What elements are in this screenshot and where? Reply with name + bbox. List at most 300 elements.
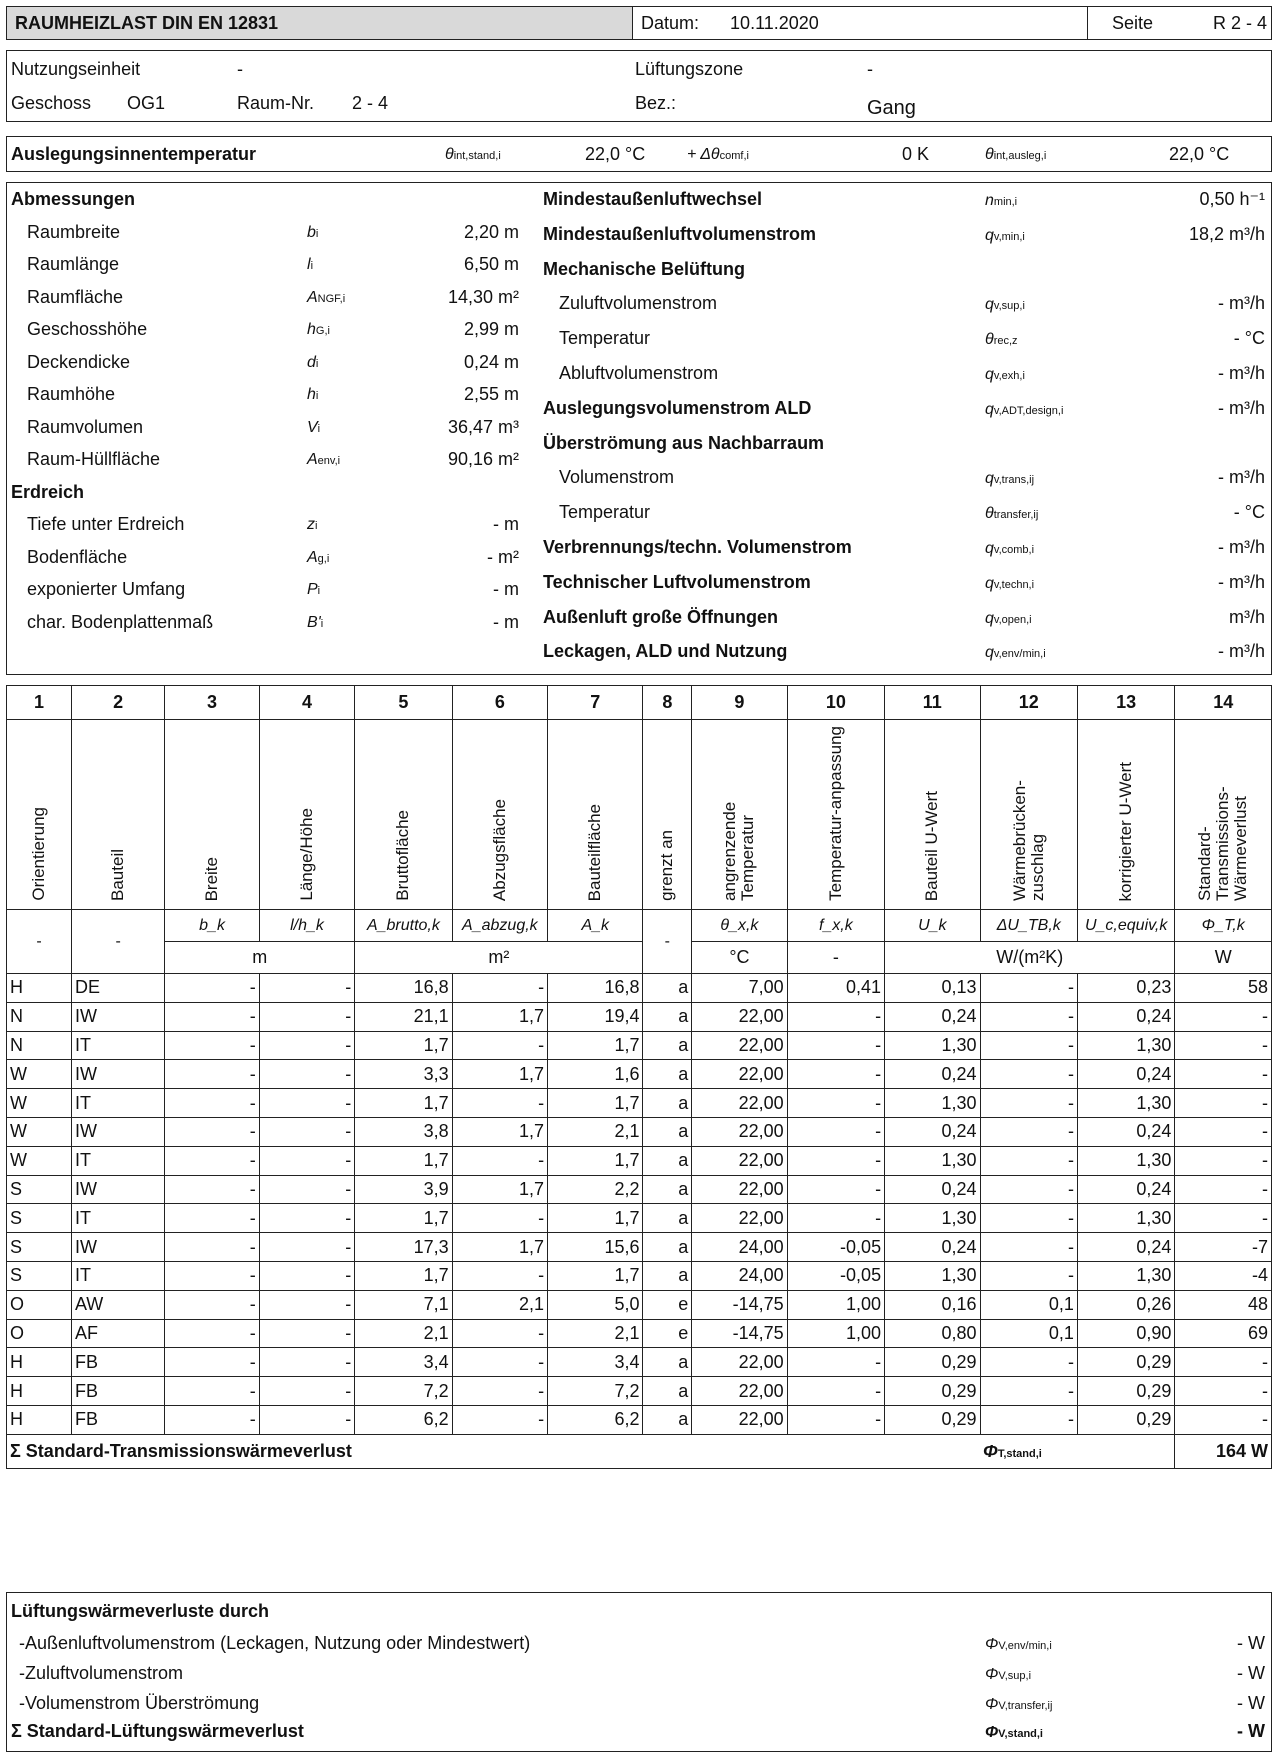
erdreich-label: char. Bodenplattenmaß bbox=[27, 611, 214, 632]
table-cell: 1,00 bbox=[787, 1319, 884, 1348]
table-cell: - bbox=[980, 1117, 1077, 1146]
column-header-text: Abzugsfläche bbox=[489, 798, 509, 901]
table-cell: H bbox=[7, 1405, 72, 1434]
table-cell: 1,7 bbox=[452, 1117, 547, 1146]
unit-row bbox=[7, 942, 1272, 974]
ventilation-symbol: nmin,i bbox=[985, 192, 1018, 209]
table-cell: -4 bbox=[1175, 1261, 1272, 1290]
table-cell: a bbox=[643, 1146, 692, 1175]
table-cell: - bbox=[980, 1060, 1077, 1089]
lueftungszone-value: - bbox=[867, 59, 873, 79]
ventilation-value: 0,50 h⁻¹ bbox=[1199, 189, 1265, 209]
temp-sym-2: + Δθcomf,i bbox=[687, 146, 749, 163]
table-row bbox=[7, 974, 1272, 1003]
table-cell: 7,2 bbox=[548, 1377, 643, 1406]
table-cell: a bbox=[643, 1348, 692, 1377]
table-cell: 0,24 bbox=[885, 1117, 980, 1146]
table-cell: 1,30 bbox=[1077, 1146, 1174, 1175]
table-cell: 1,7 bbox=[452, 1002, 547, 1031]
table-cell: 2,1 bbox=[548, 1117, 643, 1146]
table-cell: - bbox=[1175, 1031, 1272, 1060]
table-cell: a bbox=[643, 1060, 692, 1089]
column-number: 8 bbox=[643, 686, 692, 720]
table-cell: 22,00 bbox=[692, 1089, 787, 1118]
dim-label: Raumvolumen bbox=[27, 416, 144, 437]
table-cell: 0,29 bbox=[885, 1377, 980, 1406]
table-cell: - bbox=[452, 974, 547, 1003]
table-cell: e bbox=[643, 1319, 692, 1348]
table-cell: - bbox=[787, 1146, 884, 1175]
table-cell: IW bbox=[71, 1233, 164, 1262]
column-symbol: U_c,equiv,k bbox=[1077, 910, 1174, 942]
dim-symbol: hi bbox=[307, 386, 319, 403]
table-cell: 0,1 bbox=[980, 1319, 1077, 1348]
table-cell: S bbox=[7, 1233, 72, 1262]
table-cell: 1,7 bbox=[452, 1175, 547, 1204]
column-unit: W bbox=[1175, 942, 1272, 974]
erdreich-value: - m bbox=[493, 514, 519, 534]
dim-value: 2,20 m bbox=[463, 221, 519, 242]
column-unit: - bbox=[787, 942, 884, 974]
table-row bbox=[7, 1261, 1272, 1290]
table-cell: 1,7 bbox=[355, 1204, 452, 1233]
ventilation-label: Zuluftvolumenstrom bbox=[559, 293, 718, 314]
table-cell: 22,00 bbox=[692, 1117, 787, 1146]
column-header-text: Standard-Transmissions-Wärmeverlust bbox=[1195, 786, 1251, 901]
column-header-text: Bauteil bbox=[108, 849, 128, 901]
table-cell: H bbox=[7, 1348, 72, 1377]
table-cell: W bbox=[7, 1060, 72, 1089]
table-cell: a bbox=[643, 1377, 692, 1406]
table-cell: H bbox=[7, 974, 72, 1003]
table-cell: - bbox=[259, 1348, 354, 1377]
ventilation-label: Auslegungsvolumenstrom ALD bbox=[543, 397, 812, 418]
ventilation-symbol: θtransfer,ij bbox=[985, 505, 1039, 523]
raum-value: 2 - 4 bbox=[352, 93, 389, 113]
column-symbol: A_k bbox=[548, 910, 643, 942]
table-row bbox=[7, 1348, 1272, 1377]
table-cell: - bbox=[787, 1031, 884, 1060]
table-cell: - bbox=[1175, 1060, 1272, 1089]
table-cell: 1,7 bbox=[548, 1089, 643, 1118]
ventilation-value: - m³/h bbox=[1218, 397, 1265, 418]
table-cell: O bbox=[7, 1319, 72, 1348]
table-cell: - bbox=[787, 1002, 884, 1031]
table-cell: 0,24 bbox=[1077, 1117, 1174, 1146]
table-cell: IT bbox=[71, 1031, 164, 1060]
table-cell: IW bbox=[71, 1175, 164, 1204]
table-cell: - bbox=[1175, 1002, 1272, 1031]
column-header bbox=[787, 720, 884, 910]
dim-label: Raumfläche bbox=[27, 286, 124, 307]
ventilation-loss-symbol: ΦV,sup,i bbox=[985, 1666, 1032, 1683]
table-cell: - bbox=[787, 1405, 884, 1434]
header-bar bbox=[6, 6, 1272, 40]
table-cell: IW bbox=[71, 1117, 164, 1146]
table-cell: - bbox=[787, 1204, 884, 1233]
table-cell: a bbox=[643, 1405, 692, 1434]
table-cell: - bbox=[259, 1290, 354, 1319]
table-cell: - bbox=[452, 1405, 547, 1434]
temperature-block bbox=[6, 136, 1272, 172]
ventilation-label: Temperatur bbox=[559, 328, 651, 349]
table-cell: - bbox=[259, 1031, 354, 1060]
table-cell: - bbox=[787, 1175, 884, 1204]
dim-label: Geschosshöhe bbox=[27, 319, 148, 339]
table-cell: 22,00 bbox=[692, 1405, 787, 1434]
column-symbol: - bbox=[7, 910, 72, 974]
table-cell: - bbox=[787, 1060, 884, 1089]
ventilation-symbol: qv,exh,i bbox=[985, 366, 1025, 383]
table-cell: - bbox=[1175, 1089, 1272, 1118]
ventilation-value: - m³/h bbox=[1218, 537, 1265, 557]
table-cell: a bbox=[643, 1117, 692, 1146]
column-symbol: l/h_k bbox=[259, 910, 354, 942]
column-symbol: U_k bbox=[885, 910, 980, 942]
column-number: 7 bbox=[548, 686, 643, 720]
table-cell: - bbox=[165, 1002, 259, 1031]
table-cell: 1,30 bbox=[1077, 1031, 1174, 1060]
column-unit: m² bbox=[355, 942, 643, 974]
table-cell: 1,7 bbox=[355, 1031, 452, 1060]
table-cell: 1,30 bbox=[885, 1089, 980, 1118]
ventilation-value: m³/h bbox=[1229, 606, 1265, 627]
column-symbol: Φ_T,k bbox=[1175, 910, 1272, 942]
column-header-text: Bauteilfläche bbox=[585, 803, 605, 901]
bez-value: Gang bbox=[867, 97, 916, 119]
dim-value: 0,24 m bbox=[463, 351, 519, 372]
table-cell: - bbox=[980, 1146, 1077, 1175]
table-cell: 1,7 bbox=[548, 1204, 643, 1233]
temp-val-1: 22,0 °C bbox=[585, 144, 646, 164]
dim-symbol: di bbox=[307, 353, 319, 371]
table-cell: IW bbox=[71, 1002, 164, 1031]
table-cell: - bbox=[1175, 1377, 1272, 1406]
erdreich-symbol: Pi bbox=[307, 581, 321, 598]
table-cell: 0,24 bbox=[1077, 1002, 1174, 1031]
bez-label: Bez.: bbox=[635, 93, 677, 113]
table-cell: - bbox=[1175, 1405, 1272, 1434]
table-cell: 21,1 bbox=[355, 1002, 452, 1031]
table-cell: 0,24 bbox=[885, 1060, 980, 1089]
dim-value: 2,55 m bbox=[463, 384, 519, 404]
table-cell: 1,30 bbox=[885, 1261, 980, 1290]
table-cell: - bbox=[259, 1175, 354, 1204]
erdreich-value: - m² bbox=[487, 546, 519, 567]
table-cell: 1,7 bbox=[548, 1261, 643, 1290]
column-header-text: grenzt an bbox=[657, 830, 677, 901]
table-cell: 1,30 bbox=[885, 1031, 980, 1060]
ventilation-symbol: qv,sup,i bbox=[985, 296, 1025, 314]
table-cell: - bbox=[259, 1002, 354, 1031]
table-cell: 1,00 bbox=[787, 1290, 884, 1319]
transmission-sum-row bbox=[7, 1434, 1272, 1468]
table-cell: e bbox=[643, 1290, 692, 1319]
table-cell: - bbox=[165, 1233, 259, 1262]
dim-value: 90,16 m² bbox=[447, 449, 519, 469]
table-cell: S bbox=[7, 1175, 72, 1204]
erdreich-symbol: Ag,i bbox=[307, 548, 330, 566]
ventilation-value: - m³/h bbox=[1218, 641, 1265, 662]
table-cell: 3,4 bbox=[355, 1348, 452, 1377]
column-header bbox=[692, 720, 787, 910]
table-cell: - bbox=[787, 1377, 884, 1406]
table-cell: O bbox=[7, 1290, 72, 1319]
table-cell: - bbox=[165, 1175, 259, 1204]
ventilation-label: Abluftvolumenstrom bbox=[559, 363, 719, 383]
table-row bbox=[7, 1117, 1272, 1146]
ventilation-loss-label: -Zuluftvolumenstrom bbox=[19, 1663, 184, 1683]
column-header-text: Orientierung bbox=[28, 807, 48, 901]
table-cell: 2,1 bbox=[355, 1319, 452, 1348]
ventilation-symbol: qv,open,i bbox=[985, 609, 1032, 627]
date-label: Datum: bbox=[641, 13, 700, 33]
table-cell: 24,00 bbox=[692, 1261, 787, 1290]
table-cell: - bbox=[452, 1319, 547, 1348]
column-number: 12 bbox=[980, 686, 1077, 720]
column-unit: W/(m²K) bbox=[885, 942, 1175, 974]
table-cell: 19,4 bbox=[548, 1002, 643, 1031]
table-cell: 24,00 bbox=[692, 1233, 787, 1262]
ventilation-loss-symbol: ΦV,transfer,ij bbox=[985, 1696, 1053, 1713]
table-cell: - bbox=[1175, 1146, 1272, 1175]
table-cell: 22,00 bbox=[692, 1348, 787, 1377]
column-header bbox=[980, 720, 1077, 910]
column-symbol: - bbox=[643, 910, 692, 974]
ventilation-symbol: qv,comb,i bbox=[985, 540, 1035, 557]
transmission-sum-value: 164 W bbox=[1175, 1434, 1272, 1468]
table-cell: S bbox=[7, 1204, 72, 1233]
table-cell: - bbox=[452, 1089, 547, 1118]
table-cell: - bbox=[165, 1031, 259, 1060]
table-row bbox=[7, 1377, 1272, 1406]
table-row bbox=[7, 1405, 1272, 1434]
column-number: 10 bbox=[787, 686, 884, 720]
column-symbol: b_k bbox=[165, 910, 259, 942]
table-cell: - bbox=[1175, 1175, 1272, 1204]
dimensions-block bbox=[6, 182, 1272, 675]
table-cell: - bbox=[980, 1261, 1077, 1290]
table-cell: a bbox=[643, 1002, 692, 1031]
table-cell: - bbox=[259, 1261, 354, 1290]
table-cell: 5,0 bbox=[548, 1290, 643, 1319]
page-title: RAUMHEIZLAST DIN EN 12831 bbox=[7, 7, 633, 39]
table-cell: - bbox=[787, 1348, 884, 1377]
dim-symbol: hG,i bbox=[307, 321, 330, 338]
column-header bbox=[885, 720, 980, 910]
table-cell: S bbox=[7, 1261, 72, 1290]
table-cell: 22,00 bbox=[692, 1175, 787, 1204]
table-cell: - bbox=[980, 1031, 1077, 1060]
table-cell: a bbox=[643, 974, 692, 1003]
dim-value: 6,50 m bbox=[463, 254, 519, 274]
table-cell: IT bbox=[71, 1261, 164, 1290]
table-cell: 16,8 bbox=[355, 974, 452, 1003]
table-cell: - bbox=[259, 1089, 354, 1118]
table-cell: -0,05 bbox=[787, 1233, 884, 1262]
column-header bbox=[259, 720, 354, 910]
table-cell: IT bbox=[71, 1146, 164, 1175]
dim-label: Raumlänge bbox=[27, 254, 120, 274]
column-header bbox=[1175, 720, 1272, 910]
table-cell: a bbox=[643, 1175, 692, 1204]
dim-symbol: li bbox=[307, 256, 314, 273]
page-value: R 2 - 4 bbox=[1212, 13, 1267, 33]
nutzung-value: - bbox=[237, 59, 243, 79]
table-cell: - bbox=[452, 1377, 547, 1406]
table-cell: a bbox=[643, 1031, 692, 1060]
table-cell: IT bbox=[71, 1204, 164, 1233]
table-cell: 1,6 bbox=[548, 1060, 643, 1089]
table-cell: IW bbox=[71, 1060, 164, 1089]
column-header-text: Bruttofläche bbox=[393, 810, 413, 901]
table-cell: 0,41 bbox=[787, 974, 884, 1003]
column-header bbox=[7, 720, 72, 910]
column-header bbox=[548, 720, 643, 910]
column-header bbox=[643, 720, 692, 910]
geschoss-label: Geschoss bbox=[11, 93, 92, 113]
ventilation-value: - °C bbox=[1233, 502, 1265, 523]
abmessungen-heading: Abmessungen bbox=[11, 189, 136, 209]
erdreich-symbol: B'i bbox=[307, 613, 324, 631]
table-cell: 2,1 bbox=[452, 1290, 547, 1319]
table-cell: 0,24 bbox=[1077, 1175, 1174, 1204]
table-cell: 0,80 bbox=[885, 1319, 980, 1348]
table-cell: - bbox=[259, 1377, 354, 1406]
ventilation-loss-value: - W bbox=[1237, 1663, 1265, 1683]
column-header bbox=[355, 720, 452, 910]
column-number: 4 bbox=[259, 686, 354, 720]
dim-symbol: ANGF,i bbox=[307, 288, 346, 306]
table-row bbox=[7, 1002, 1272, 1031]
table-row bbox=[7, 1146, 1272, 1175]
table-cell: DE bbox=[71, 974, 164, 1003]
table-cell: N bbox=[7, 1002, 72, 1031]
ventilation-symbol: qv,trans,ij bbox=[985, 470, 1035, 488]
column-unit: m bbox=[165, 942, 355, 974]
column-number: 3 bbox=[165, 686, 259, 720]
table-cell: -0,05 bbox=[787, 1261, 884, 1290]
table-cell: 48 bbox=[1175, 1290, 1272, 1319]
ventilation-label: Mindestaußenluftvolumenstrom bbox=[543, 223, 817, 244]
table-cell: -14,75 bbox=[692, 1319, 787, 1348]
table-cell: - bbox=[452, 1348, 547, 1377]
table-cell: - bbox=[165, 1204, 259, 1233]
column-symbol: A_abzug,k bbox=[452, 910, 547, 942]
table-cell: 2,1 bbox=[548, 1319, 643, 1348]
table-cell: - bbox=[165, 1060, 259, 1089]
table-cell: 0,24 bbox=[1077, 1060, 1174, 1089]
table-cell: FB bbox=[71, 1348, 164, 1377]
column-number: 5 bbox=[355, 686, 452, 720]
ventilation-label: Temperatur bbox=[559, 502, 651, 523]
ventilation-label: Überströmung aus Nachbarraum bbox=[543, 432, 825, 453]
column-number: 14 bbox=[1175, 686, 1272, 720]
ventilation-label: Außenluft große Öffnungen bbox=[543, 606, 778, 627]
table-cell: - bbox=[259, 1319, 354, 1348]
table-cell: -14,75 bbox=[692, 1290, 787, 1319]
table-cell: 69 bbox=[1175, 1319, 1272, 1348]
ventilation-symbol: qv,ADT,design,i bbox=[985, 400, 1064, 418]
table-cell: 22,00 bbox=[692, 1146, 787, 1175]
table-cell: - bbox=[1175, 1204, 1272, 1233]
table-cell: 0,1 bbox=[980, 1290, 1077, 1319]
ventilation-label: Mechanische Belüftung bbox=[543, 258, 746, 279]
erdreich-value: - m bbox=[493, 579, 519, 599]
table-cell: FB bbox=[71, 1405, 164, 1434]
table-cell: 22,00 bbox=[692, 1204, 787, 1233]
transmission-sum-symbol: ΦT,stand,i bbox=[980, 1434, 1175, 1468]
table-cell: - bbox=[165, 1117, 259, 1146]
ventilation-value: - m³/h bbox=[1218, 571, 1265, 592]
table-cell: 22,00 bbox=[692, 1377, 787, 1406]
component-table bbox=[6, 685, 1272, 1469]
transmission-sum-label: Σ Standard-Transmissionswärmeverlust bbox=[7, 1434, 981, 1468]
table-cell: - bbox=[165, 1261, 259, 1290]
table-cell: a bbox=[643, 1089, 692, 1118]
table-cell: - bbox=[259, 974, 354, 1003]
table-cell: - bbox=[980, 1175, 1077, 1204]
table-row bbox=[7, 1089, 1272, 1118]
table-cell: 0,29 bbox=[885, 1405, 980, 1434]
erdreich-label: Tiefe unter Erdreich bbox=[27, 514, 185, 534]
dim-label: Raumbreite bbox=[27, 221, 121, 242]
table-cell: 0,24 bbox=[885, 1002, 980, 1031]
column-header bbox=[1077, 720, 1174, 910]
table-cell: a bbox=[643, 1261, 692, 1290]
table-row bbox=[7, 1175, 1272, 1204]
table-cell: - bbox=[165, 1319, 259, 1348]
table-cell: 7,2 bbox=[355, 1377, 452, 1406]
date-value: 10.11.2020 bbox=[730, 13, 819, 33]
table-cell: - bbox=[980, 1002, 1077, 1031]
table-cell: - bbox=[980, 1377, 1077, 1406]
ventilation-symbol: qv,techn,i bbox=[985, 574, 1035, 592]
table-cell: - bbox=[165, 1146, 259, 1175]
column-number: 13 bbox=[1077, 686, 1174, 720]
erdreich-value: - m bbox=[493, 611, 519, 632]
column-number: 6 bbox=[452, 686, 547, 720]
table-cell: - bbox=[787, 1117, 884, 1146]
table-cell: 15,6 bbox=[548, 1233, 643, 1262]
table-cell: 1,7 bbox=[355, 1146, 452, 1175]
column-symbol: f_x,k bbox=[787, 910, 884, 942]
table-cell: - bbox=[165, 1377, 259, 1406]
ventilation-label: Mindestaußenluftwechsel bbox=[543, 189, 763, 209]
table-cell: 7,00 bbox=[692, 974, 787, 1003]
table-cell: 3,9 bbox=[355, 1175, 452, 1204]
table-cell: - bbox=[259, 1405, 354, 1434]
table-cell: W bbox=[7, 1089, 72, 1118]
column-header bbox=[71, 720, 164, 910]
column-header bbox=[165, 720, 259, 910]
date-cell bbox=[633, 7, 1088, 39]
table-cell: - bbox=[165, 1405, 259, 1434]
ventilation-label: Technischer Luftvolumenstrom bbox=[543, 571, 811, 592]
column-header-text: Breite bbox=[202, 856, 222, 901]
ventilation-loss-value: - W bbox=[1237, 1693, 1265, 1713]
info-block bbox=[6, 50, 1272, 122]
column-header-text: Länge/Höhe bbox=[296, 808, 316, 901]
page-label: Seite bbox=[1112, 13, 1154, 33]
dim-value: 36,47 m³ bbox=[447, 416, 519, 437]
table-cell: - bbox=[452, 1204, 547, 1233]
ventilation-value: - m³/h bbox=[1218, 467, 1265, 488]
temp-label: Auslegungsinnentemperatur bbox=[11, 144, 257, 164]
ventilation-loss-label: -Außenluftvolumenstrom (Leckagen, Nutzung oder Mindestwert) bbox=[19, 1633, 531, 1653]
table-cell: 58 bbox=[1175, 974, 1272, 1003]
dim-symbol: Aenv,i bbox=[307, 451, 341, 468]
